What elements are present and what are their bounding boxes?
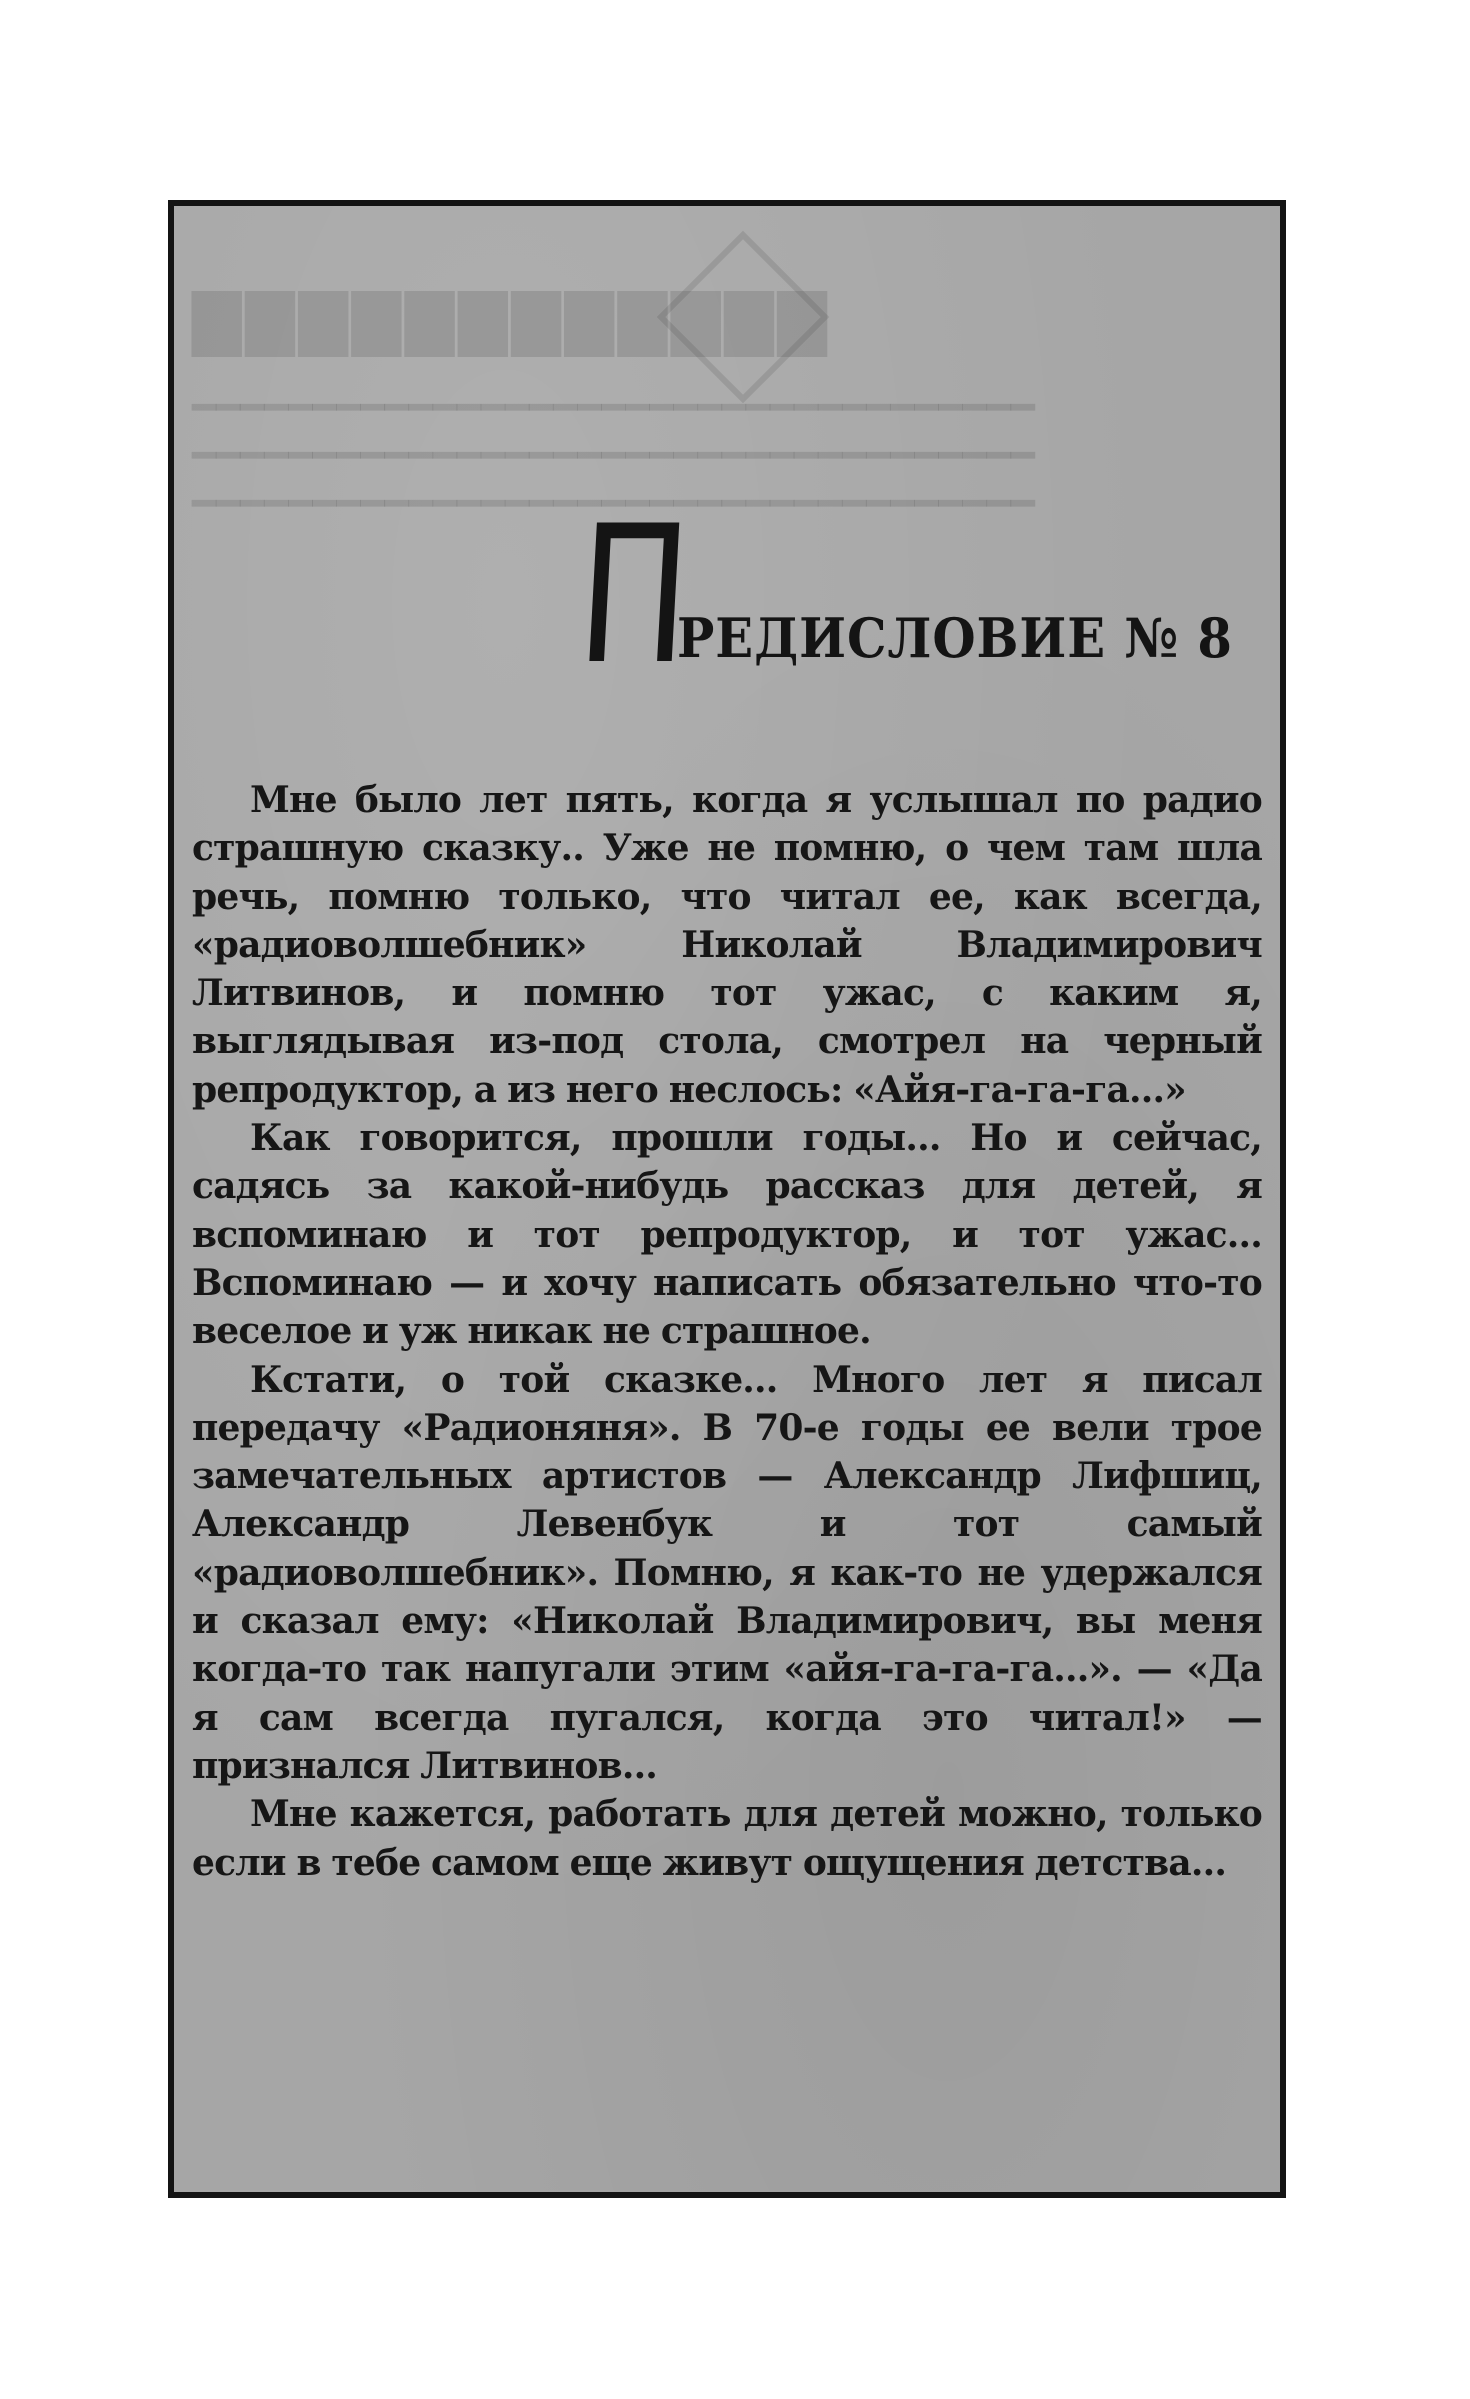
paragraph-1: Мне было лет пять, когда я услышал по радио страшную сказку.. Уже не помню, о чем там шла речь, помню только, что читал ее, как всегда, «радиоволшебник» Николай Владимирович Литвинов, и помню тот ужас, с каким я, выглядывая из-под стола, смотрел на черный репродуктор, а из него неслось: «Айя-га-га-га...» <box>192 779 1262 1111</box>
title-dropcap: П <box>572 485 695 706</box>
paragraph-3: Кстати, о той сказке... Много лет я писал передачу «Радионяня». В 70-е годы ее вели трое замечательных артистов — Александр Лифшиц, Александр Левенбук и тот самый «радиоволшебник». Помню, я как-то не удержался и сказал ему: «Николай Владимирович, вы меня когда-то так напугали этим «айя-га-га-га...». — «Да я сам всегда пугался, когда это читал!» — признался Литвинов... <box>192 1358 1262 1787</box>
chapter-title <box>572 485 1281 706</box>
body-text <box>192 776 1262 1887</box>
show-through-ornament <box>657 231 830 404</box>
paragraph-2: Как говорится, прошли годы... Но и сейчас, садясь за какой-нибудь рассказ для детей, я вспоминаю и тот репродуктор, и тот ужас... Вспоминаю — и хочу написать обязательно что-то веселое и уж никак не страшное. <box>192 1117 1262 1353</box>
paragraph-4: Мне кажется, работать для детей можно, только если в тебе самом еще живут ощущения детства... <box>192 1793 1262 1884</box>
show-through-texture: ▇▇▇▇▇▇▇▇▇▇▇▇ ━━━━━━━━━━━━━━━━━━━━━━━━━━━━━━━━━━━ ━━━━━━━━━━━━━━━━━━━━━━━━━━━━━━━━━━━ ━━━━━━━━━━━━━━━━━━━━━━━━━━━━━━━━━━━ <box>192 296 1262 528</box>
page-panel <box>168 200 1286 2198</box>
title-text: РЕДИСЛОВИЕ № 8 <box>676 606 1233 670</box>
